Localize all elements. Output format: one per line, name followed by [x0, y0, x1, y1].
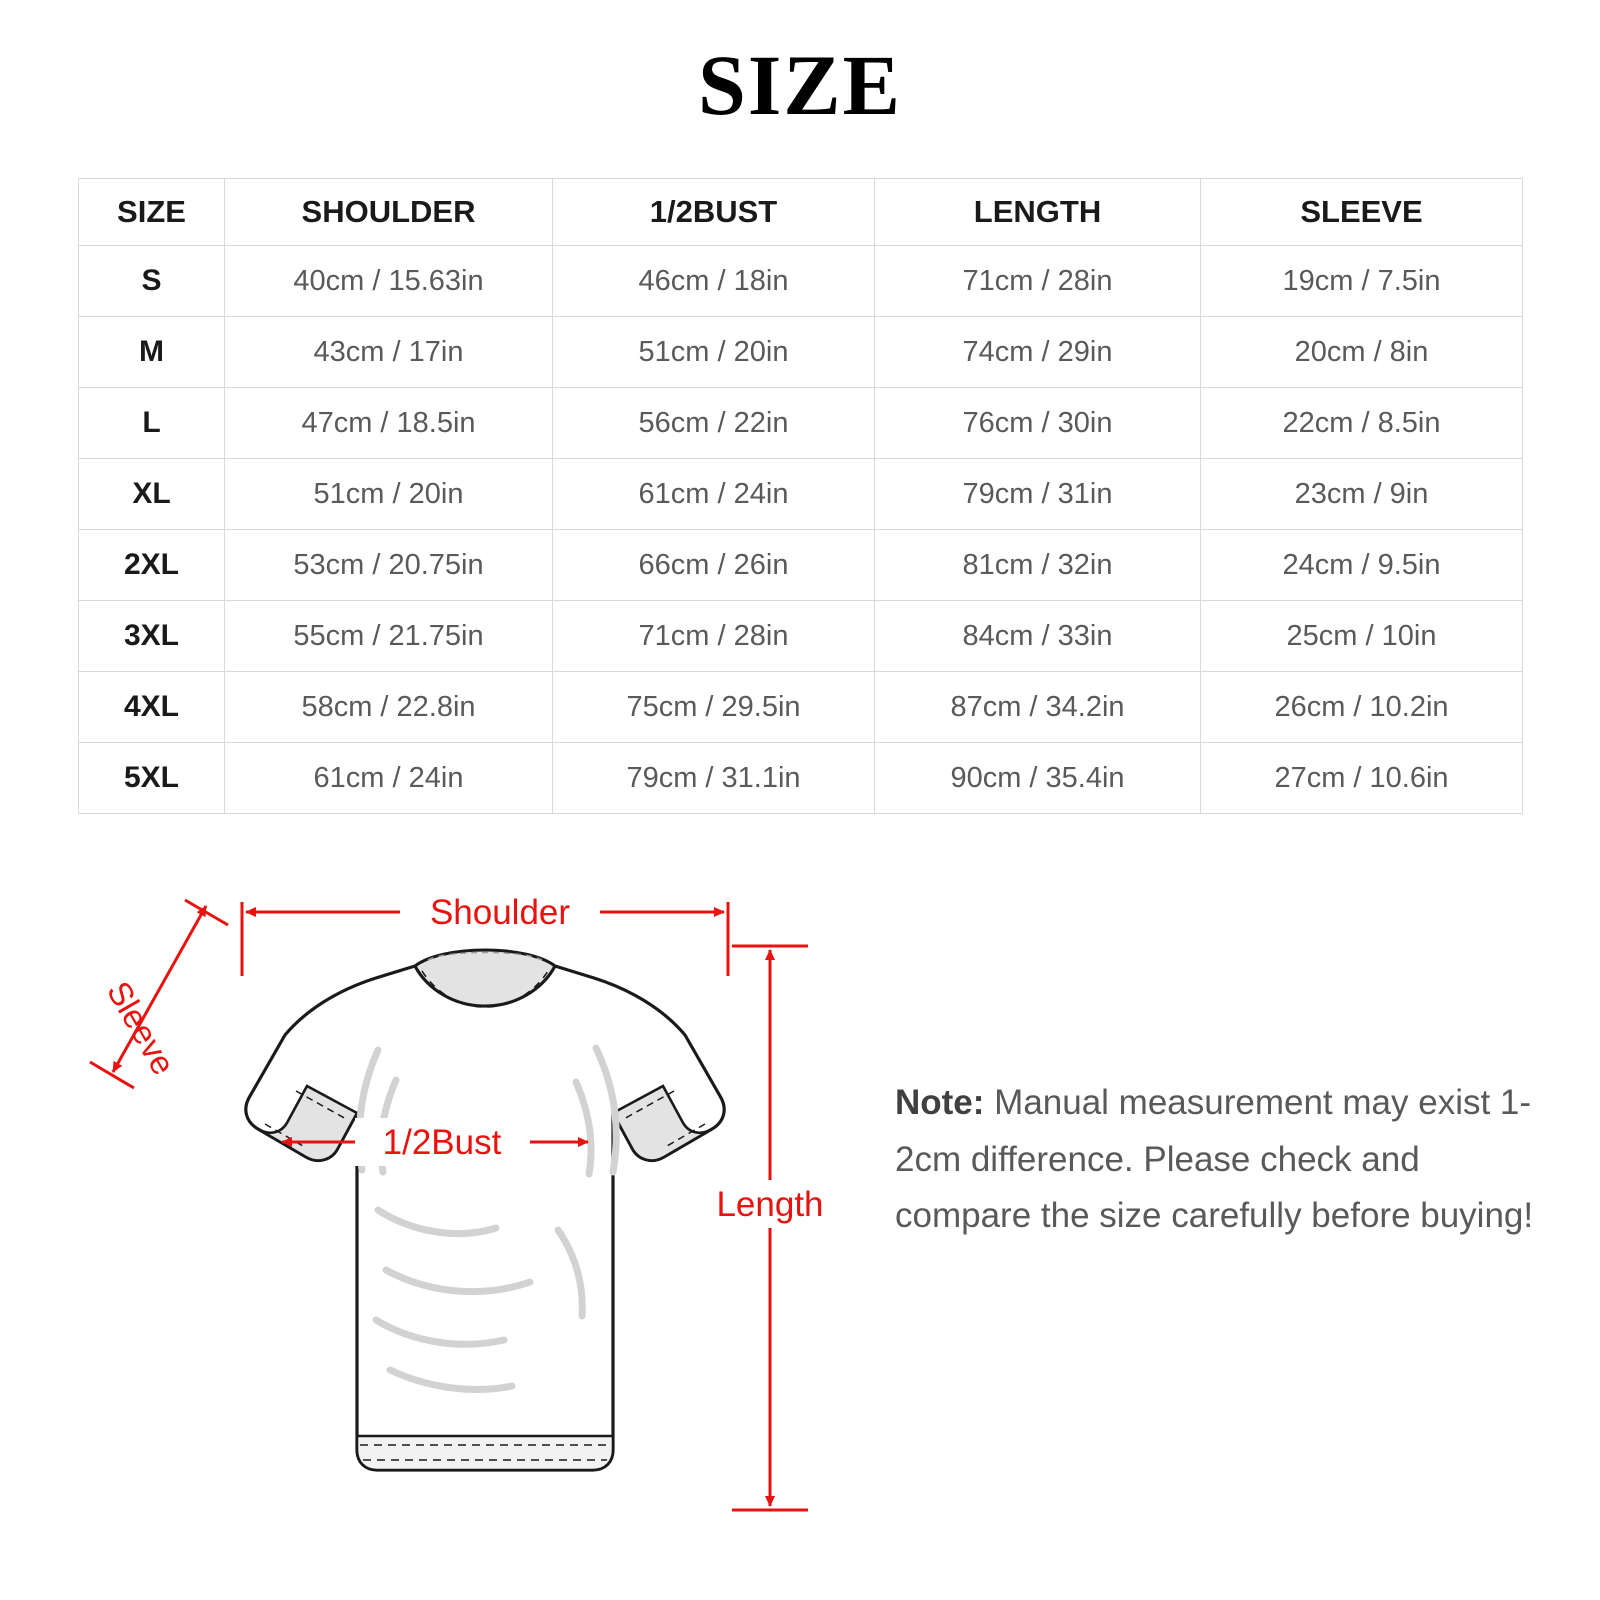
cell-bust: 71cm / 28in: [553, 601, 875, 672]
column-header-shoulder: SHOULDER: [225, 179, 553, 246]
cell-bust: 66cm / 26in: [553, 530, 875, 601]
table-row: [79, 317, 1523, 388]
size-chart-table: [78, 178, 1523, 814]
cell-sleeve: 26cm / 10.2in: [1201, 672, 1523, 743]
cell-shoulder: 53cm / 20.75in: [225, 530, 553, 601]
cell-size: 5XL: [79, 743, 225, 814]
cell-bust: 56cm / 22in: [553, 388, 875, 459]
cell-bust: 46cm / 18in: [553, 246, 875, 317]
note-label: Note:: [895, 1083, 985, 1122]
cell-length: 74cm / 29in: [875, 317, 1201, 388]
cell-sleeve: 22cm / 8.5in: [1201, 388, 1523, 459]
shoulder-label: Shoulder: [429, 893, 571, 932]
cell-length: 76cm / 30in: [875, 388, 1201, 459]
table-row: [79, 388, 1523, 459]
cell-size: L: [79, 388, 225, 459]
cell-bust: 51cm / 20in: [553, 317, 875, 388]
note-text: Manual measurement may exist 1-2cm difference. Please check and compare the size carefully before buying!: [895, 1083, 1534, 1236]
page-title: SIZE: [697, 37, 903, 133]
column-header-size: SIZE: [79, 179, 225, 246]
cell-sleeve: 25cm / 10in: [1201, 601, 1523, 672]
cell-length: 79cm / 31in: [875, 459, 1201, 530]
note-block: [895, 1075, 1535, 1245]
cell-shoulder: 51cm / 20in: [225, 459, 553, 530]
table-header-row: [79, 179, 1523, 246]
table-row: [79, 601, 1523, 672]
cell-size: 4XL: [79, 672, 225, 743]
cell-size: XL: [79, 459, 225, 530]
cell-size: S: [79, 246, 225, 317]
cell-bust: 79cm / 31.1in: [553, 743, 875, 814]
cell-length: 90cm / 35.4in: [875, 743, 1201, 814]
cell-sleeve: 20cm / 8in: [1201, 317, 1523, 388]
cell-size: 2XL: [79, 530, 225, 601]
cell-length: 71cm / 28in: [875, 246, 1201, 317]
cell-sleeve: 19cm / 7.5in: [1201, 246, 1523, 317]
length-measure-arrow: [716, 946, 826, 1510]
sleeve-measure-arrow: [90, 900, 228, 1088]
length-label: Length: [716, 1185, 824, 1224]
bust-label: 1/2Bust: [382, 1123, 502, 1162]
cell-bust: 61cm / 24in: [553, 459, 875, 530]
measurement-diagram: [60, 850, 860, 1550]
table-row: [79, 530, 1523, 601]
cell-shoulder: 58cm / 22.8in: [225, 672, 553, 743]
column-header-length: LENGTH: [875, 179, 1201, 246]
cell-length: 84cm / 33in: [875, 601, 1201, 672]
cell-size: M: [79, 317, 225, 388]
column-header-bust: 1/2BUST: [553, 179, 875, 246]
cell-shoulder: 43cm / 17in: [225, 317, 553, 388]
tshirt-illustration: [246, 950, 724, 1470]
cell-length: 81cm / 32in: [875, 530, 1201, 601]
table-row: [79, 459, 1523, 530]
column-header-sleeve: SLEEVE: [1201, 179, 1523, 246]
cell-sleeve: 23cm / 9in: [1201, 459, 1523, 530]
cell-shoulder: 40cm / 15.63in: [225, 246, 553, 317]
sleeve-label: Sleeve: [99, 975, 183, 1081]
cell-shoulder: 47cm / 18.5in: [225, 388, 553, 459]
table-row: [79, 743, 1523, 814]
cell-sleeve: 24cm / 9.5in: [1201, 530, 1523, 601]
cell-length: 87cm / 34.2in: [875, 672, 1201, 743]
cell-bust: 75cm / 29.5in: [553, 672, 875, 743]
table-row: [79, 246, 1523, 317]
cell-size: 3XL: [79, 601, 225, 672]
cell-shoulder: 61cm / 24in: [225, 743, 553, 814]
cell-shoulder: 55cm / 21.75in: [225, 601, 553, 672]
table-row: [79, 672, 1523, 743]
cell-sleeve: 27cm / 10.6in: [1201, 743, 1523, 814]
